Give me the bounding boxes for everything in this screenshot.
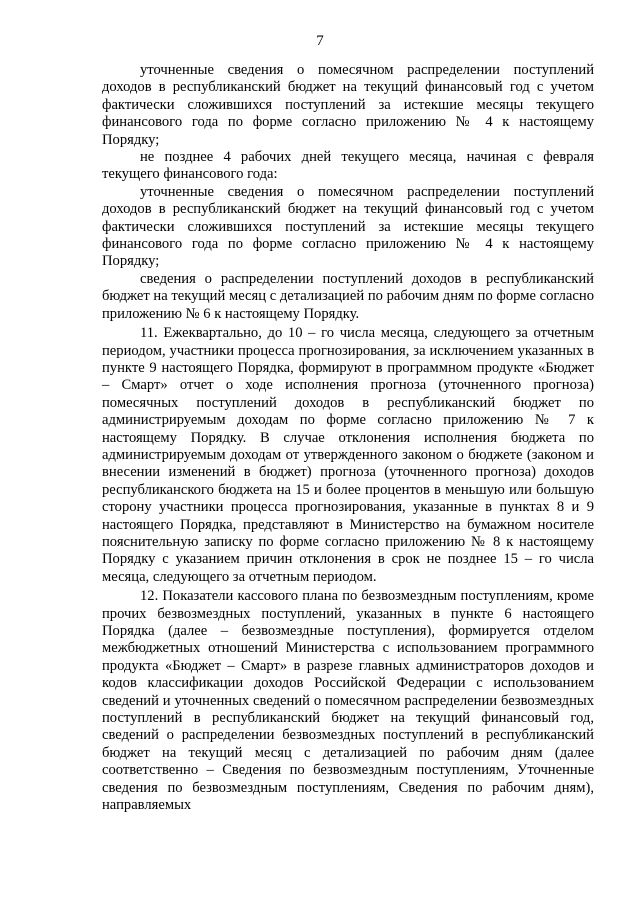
paragraph-working-days-info: сведения о распределении поступлений доходов в республиканский бюджет на текущий месяц с детализацией по рабочим дням по форме согласно приложению № 6 к настоящему Порядку. <box>102 270 594 322</box>
paragraph-item-11: 11. Ежеквартально, до 10 – го числа месяца, следующего за отчетным периодом, участники процесса прогнозирования, за исключением указанных в пункте 9 настоящего Порядка, формируют в программном продукте «Бюджет – Смарт» отчет о ходе исполнения прогноза (уточненного прогноза) помесячных поступлений доходов в республиканский бюджет по администрируемым доходам по форме согласно приложению № 7 к настоящему Порядку. В случае отклонения исполнения бюджета по администрируемым доходам от утвержденного законом о бюджете (законом и внесении изменений в бюджет) прогноза (уточненного прогноза) доходов республиканского бюджета на 15 и более процентов в меньшую или большую сторону участники процесса прогнозирования, указанные в пунктах 8 и 9 настоящего Порядка, представляют в Министерство на бумажном носителе пояснительную записку по форме согласно приложению № 8 к настоящему Порядку с указанием причин отклонения в срок не позднее 15 – го числа месяца, следующего за отчетным периодом. <box>102 325 594 585</box>
paragraph-refined-monthly-info-2: уточненные сведения о помесячном распределении поступлений доходов в республиканский бюджет на текущий финансовый год с учетом фактически сложившихся поступлений за истекшие месяцы текущего финансового года по форме согласно приложению № 4 к настоящему Порядку; <box>102 183 594 270</box>
page-number: 7 <box>316 33 324 49</box>
paragraph-refined-monthly-info-1: уточненные сведения о помесячном распределении поступлений доходов в республиканский бюджет на текущий финансовый год с учетом фактически сложившихся поступлений за истекшие месяцы текущего финансового года по форме согласно приложению № 4 к настоящему Порядку; <box>102 62 594 148</box>
paragraph-deadline-4-working-days: не позднее 4 рабочих дней текущего месяца, начиная с февраля текущего финансового года: <box>102 149 594 183</box>
paragraph-item-12: 12. Показатели кассового плана по безвозмездным поступлениям, кроме прочих безвозмездных поступлений, указанных в пункте 6 настоящего Порядка (далее – безвозмездные поступления), формируется отделом межбюджетных отношений Министерства с использованием программного продукта «Бюджет – Смарт» в разрезе главных администраторов доходов и кодов классификации доходов Российской Федерации с использованием сведений и уточненных сведений о помесячном распределении безвозмездных поступлений в республиканский бюджет на текущий финансовый год, сведений о распределении безвозмездных поступлений в республиканский бюджет на текущий месяц с детализацией по рабочим дням (далее соответственно – Сведения по безвозмездным поступлениям, Уточненные сведения по безвозмездным поступлениям, Сведения по рабочим дням), направляемых <box>102 588 594 814</box>
document-body <box>102 62 594 814</box>
